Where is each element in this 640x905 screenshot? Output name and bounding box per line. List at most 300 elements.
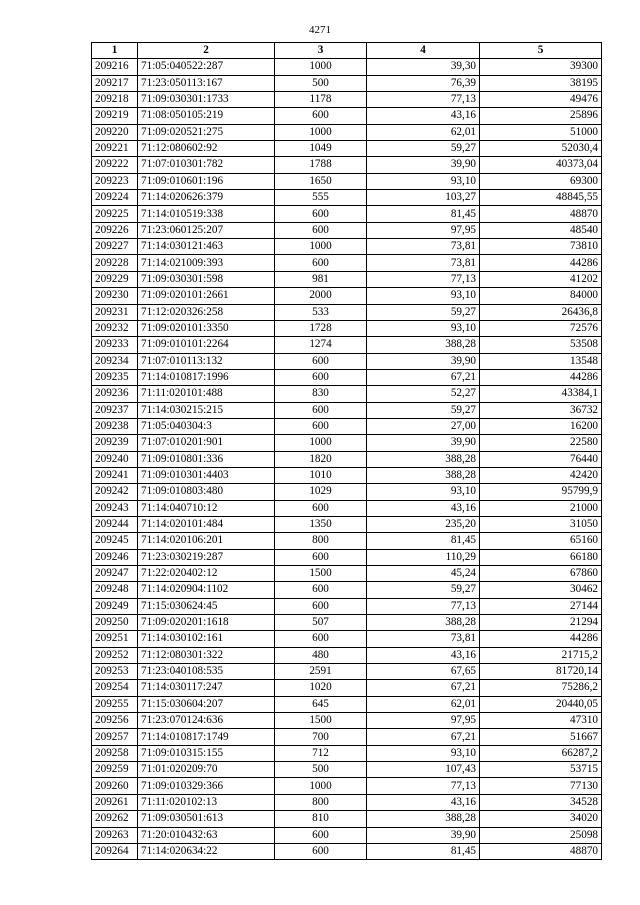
cell-value: 67860 (480, 566, 602, 582)
table-row (92, 288, 602, 304)
cell-area: 1000 (275, 59, 367, 75)
cell-value: 40373,04 (480, 157, 602, 173)
table-row (92, 713, 602, 729)
cell-value: 52030,4 (480, 141, 602, 157)
table-row (92, 369, 602, 385)
cell-id: 209219 (92, 108, 138, 124)
cell-value: 73810 (480, 239, 602, 255)
cell-id: 209250 (92, 615, 138, 631)
cell-value: 34020 (480, 811, 602, 827)
cell-area: 500 (275, 75, 367, 91)
cell-value: 25098 (480, 827, 602, 843)
cell-value: 21715,2 (480, 647, 602, 663)
cell-area: 500 (275, 762, 367, 778)
cell-cadastral-number: 71:07:010113:132 (138, 353, 275, 369)
cell-value: 72576 (480, 320, 602, 336)
cell-area: 1000 (275, 239, 367, 255)
cell-rate: 43,16 (367, 108, 480, 124)
cell-rate: 45,24 (367, 566, 480, 582)
cell-area: 830 (275, 386, 367, 402)
cell-rate: 52,27 (367, 386, 480, 402)
cell-cadastral-number: 71:09:010803:480 (138, 484, 275, 500)
cell-area: 600 (275, 631, 367, 647)
cell-id: 209253 (92, 664, 138, 680)
cell-rate: 388,28 (367, 615, 480, 631)
cell-value: 31050 (480, 516, 602, 532)
table-row (92, 92, 602, 108)
cell-rate: 62,01 (367, 124, 480, 140)
cell-rate: 27,00 (367, 418, 480, 434)
table-row (92, 566, 602, 582)
cell-id: 209245 (92, 533, 138, 549)
cell-value: 66287,2 (480, 745, 602, 761)
cell-cadastral-number: 71:20:010432:63 (138, 827, 275, 843)
cell-rate: 73,81 (367, 255, 480, 271)
cell-area: 1000 (275, 124, 367, 140)
cell-id: 209239 (92, 435, 138, 451)
cell-area: 1500 (275, 566, 367, 582)
cell-id: 209256 (92, 713, 138, 729)
cell-cadastral-number: 71:01:020209:70 (138, 762, 275, 778)
cell-rate: 77,13 (367, 271, 480, 287)
cell-value: 39300 (480, 59, 602, 75)
cell-id: 209217 (92, 75, 138, 91)
cell-id: 209254 (92, 680, 138, 696)
column-header-5: 5 (480, 43, 602, 59)
cell-rate: 388,28 (367, 467, 480, 483)
cell-area: 600 (275, 500, 367, 516)
table-row (92, 271, 602, 287)
cell-area: 600 (275, 582, 367, 598)
cell-id: 209240 (92, 451, 138, 467)
cell-cadastral-number: 71:12:020326:258 (138, 304, 275, 320)
cell-id: 209236 (92, 386, 138, 402)
cell-value: 21294 (480, 615, 602, 631)
cell-id: 209243 (92, 500, 138, 516)
cell-id: 209264 (92, 843, 138, 859)
cell-cadastral-number: 71:23:030219:287 (138, 549, 275, 565)
cell-rate: 59,27 (367, 402, 480, 418)
cell-rate: 39,90 (367, 435, 480, 451)
cell-cadastral-number: 71:09:030301:598 (138, 271, 275, 287)
cell-rate: 43,16 (367, 647, 480, 663)
cell-area: 600 (275, 843, 367, 859)
table-row (92, 533, 602, 549)
cell-area: 810 (275, 811, 367, 827)
table-row (92, 320, 602, 336)
page-number: 4271 (309, 24, 331, 36)
cell-rate: 39,90 (367, 827, 480, 843)
cell-rate: 67,65 (367, 664, 480, 680)
cell-value: 75286,2 (480, 680, 602, 696)
cell-id: 209229 (92, 271, 138, 287)
cell-id: 209220 (92, 124, 138, 140)
cell-id: 209232 (92, 320, 138, 336)
cell-cadastral-number: 71:14:040710:12 (138, 500, 275, 516)
cell-id: 209251 (92, 631, 138, 647)
cell-cadastral-number: 71:09:010301:4403 (138, 467, 275, 483)
cell-area: 700 (275, 729, 367, 745)
cell-cadastral-number: 71:09:030301:1733 (138, 92, 275, 108)
table-row (92, 255, 602, 271)
table-row (92, 827, 602, 843)
cell-id: 209218 (92, 92, 138, 108)
cell-cadastral-number: 71:15:030624:45 (138, 598, 275, 614)
cell-id: 209241 (92, 467, 138, 483)
cell-rate: 93,10 (367, 745, 480, 761)
table-row (92, 386, 602, 402)
table-row (92, 304, 602, 320)
cell-id: 209257 (92, 729, 138, 745)
table-row (92, 239, 602, 255)
table-row (92, 157, 602, 173)
table-row (92, 582, 602, 598)
cell-value: 48870 (480, 843, 602, 859)
cell-cadastral-number: 71:14:020106:201 (138, 533, 275, 549)
cell-cadastral-number: 71:15:030604:207 (138, 696, 275, 712)
cell-cadastral-number: 71:11:020102:13 (138, 794, 275, 810)
cell-cadastral-number: 71:05:040304:3 (138, 418, 275, 434)
table-row (92, 664, 602, 680)
cell-area: 1274 (275, 337, 367, 353)
cell-rate: 97,95 (367, 222, 480, 238)
table-row (92, 75, 602, 91)
table-row (92, 729, 602, 745)
cell-value: 38195 (480, 75, 602, 91)
table-row (92, 696, 602, 712)
cell-id: 209221 (92, 141, 138, 157)
table-row (92, 680, 602, 696)
table-row (92, 598, 602, 614)
cell-rate: 67,21 (367, 369, 480, 385)
cell-id: 209224 (92, 190, 138, 206)
table-row (92, 108, 602, 124)
cell-cadastral-number: 71:14:020626:379 (138, 190, 275, 206)
table-body (92, 59, 602, 860)
cell-area: 600 (275, 108, 367, 124)
cell-area: 2000 (275, 288, 367, 304)
table-row (92, 762, 602, 778)
cell-area: 1049 (275, 141, 367, 157)
cell-rate: 39,30 (367, 59, 480, 75)
cell-rate: 77,13 (367, 92, 480, 108)
cell-cadastral-number: 71:14:021009:393 (138, 255, 275, 271)
cell-area: 507 (275, 615, 367, 631)
cell-area: 1000 (275, 778, 367, 794)
cell-id: 209255 (92, 696, 138, 712)
cell-area: 555 (275, 190, 367, 206)
cell-cadastral-number: 71:09:010601:196 (138, 173, 275, 189)
cell-rate: 67,21 (367, 729, 480, 745)
cell-area: 981 (275, 271, 367, 287)
table-row (92, 222, 602, 238)
cell-rate: 235,20 (367, 516, 480, 532)
cell-cadastral-number: 71:14:010519:338 (138, 206, 275, 222)
cell-cadastral-number: 71:09:010801:336 (138, 451, 275, 467)
cell-area: 600 (275, 255, 367, 271)
table-row (92, 402, 602, 418)
table-row (92, 745, 602, 761)
cell-rate: 43,16 (367, 794, 480, 810)
cell-value: 84000 (480, 288, 602, 304)
cell-area: 600 (275, 369, 367, 385)
cell-cadastral-number: 71:09:020101:3350 (138, 320, 275, 336)
data-table (91, 42, 602, 860)
cell-id: 209230 (92, 288, 138, 304)
table-row (92, 811, 602, 827)
cell-area: 600 (275, 353, 367, 369)
cell-rate: 59,27 (367, 141, 480, 157)
table-row (92, 173, 602, 189)
cell-area: 2591 (275, 664, 367, 680)
cell-cadastral-number: 71:07:010201:901 (138, 435, 275, 451)
cell-rate: 76,39 (367, 75, 480, 91)
cell-value: 34528 (480, 794, 602, 810)
cell-id: 209233 (92, 337, 138, 353)
cell-value: 53715 (480, 762, 602, 778)
table-row (92, 337, 602, 353)
cell-cadastral-number: 71:09:020101:2661 (138, 288, 275, 304)
table-row (92, 190, 602, 206)
cell-area: 600 (275, 549, 367, 565)
table-row (92, 435, 602, 451)
cell-value: 26436,8 (480, 304, 602, 320)
cell-id: 209227 (92, 239, 138, 255)
cell-area: 600 (275, 598, 367, 614)
cell-cadastral-number: 71:23:040108:535 (138, 664, 275, 680)
cell-id: 209261 (92, 794, 138, 810)
cell-cadastral-number: 71:08:050105:219 (138, 108, 275, 124)
cell-area: 1728 (275, 320, 367, 336)
cell-rate: 388,28 (367, 451, 480, 467)
table-row (92, 549, 602, 565)
column-header-1: 1 (92, 43, 138, 59)
cell-area: 600 (275, 827, 367, 843)
cell-rate: 43,16 (367, 500, 480, 516)
cell-rate: 39,90 (367, 353, 480, 369)
cell-area: 600 (275, 402, 367, 418)
cell-area: 1010 (275, 467, 367, 483)
cell-rate: 93,10 (367, 320, 480, 336)
cell-area: 645 (275, 696, 367, 712)
cell-id: 209225 (92, 206, 138, 222)
cell-rate: 59,27 (367, 582, 480, 598)
cell-area: 1029 (275, 484, 367, 500)
cell-rate: 103,27 (367, 190, 480, 206)
cell-rate: 73,81 (367, 239, 480, 255)
cell-value: 41202 (480, 271, 602, 287)
cell-area: 800 (275, 533, 367, 549)
cell-cadastral-number: 71:09:020521:275 (138, 124, 275, 140)
cell-rate: 93,10 (367, 484, 480, 500)
cell-id: 209237 (92, 402, 138, 418)
cell-value: 30462 (480, 582, 602, 598)
cell-id: 209235 (92, 369, 138, 385)
cell-value: 48845,55 (480, 190, 602, 206)
cell-cadastral-number: 71:22:020402:12 (138, 566, 275, 582)
cell-id: 209246 (92, 549, 138, 565)
cell-cadastral-number: 71:14:030117:247 (138, 680, 275, 696)
cell-value: 76440 (480, 451, 602, 467)
cell-id: 209248 (92, 582, 138, 598)
cell-rate: 97,95 (367, 713, 480, 729)
table-row (92, 843, 602, 859)
cell-rate: 77,13 (367, 778, 480, 794)
cell-cadastral-number: 71:14:030215:215 (138, 402, 275, 418)
cell-cadastral-number: 71:23:060125:207 (138, 222, 275, 238)
cell-id: 209231 (92, 304, 138, 320)
cell-rate: 77,13 (367, 598, 480, 614)
cell-area: 1500 (275, 713, 367, 729)
cell-area: 533 (275, 304, 367, 320)
cell-id: 209262 (92, 811, 138, 827)
cell-id: 209234 (92, 353, 138, 369)
cell-value: 43384,1 (480, 386, 602, 402)
cell-cadastral-number: 71:14:010817:1996 (138, 369, 275, 385)
cell-area: 1178 (275, 92, 367, 108)
cell-value: 51667 (480, 729, 602, 745)
cell-cadastral-number: 71:09:010329:366 (138, 778, 275, 794)
column-header-4: 4 (367, 43, 480, 59)
table-row (92, 516, 602, 532)
cell-cadastral-number: 71:14:030102:161 (138, 631, 275, 647)
table-row (92, 778, 602, 794)
cell-id: 209244 (92, 516, 138, 532)
cell-area: 800 (275, 794, 367, 810)
cell-id: 209223 (92, 173, 138, 189)
cell-id: 209263 (92, 827, 138, 843)
cell-id: 209222 (92, 157, 138, 173)
cell-id: 209216 (92, 59, 138, 75)
cell-id: 209260 (92, 778, 138, 794)
cell-id: 209252 (92, 647, 138, 663)
cell-value: 81720,14 (480, 664, 602, 680)
cell-value: 36732 (480, 402, 602, 418)
table-row (92, 451, 602, 467)
table-row (92, 59, 602, 75)
table-row (92, 467, 602, 483)
cell-value: 47310 (480, 713, 602, 729)
cell-value: 27144 (480, 598, 602, 614)
cell-cadastral-number: 71:11:020101:488 (138, 386, 275, 402)
cell-value: 51000 (480, 124, 602, 140)
cell-cadastral-number: 71:14:020101:484 (138, 516, 275, 532)
cell-id: 209259 (92, 762, 138, 778)
cell-area: 1820 (275, 451, 367, 467)
cell-area: 1788 (275, 157, 367, 173)
cell-area: 600 (275, 206, 367, 222)
cell-rate: 388,28 (367, 337, 480, 353)
table-row (92, 124, 602, 140)
cell-cadastral-number: 71:09:020201:1618 (138, 615, 275, 631)
cell-value: 65160 (480, 533, 602, 549)
cell-id: 209226 (92, 222, 138, 238)
cell-cadastral-number: 71:12:080602:92 (138, 141, 275, 157)
cell-cadastral-number: 71:05:040522:287 (138, 59, 275, 75)
cell-rate: 73,81 (367, 631, 480, 647)
cell-value: 20440,05 (480, 696, 602, 712)
table-header (92, 43, 602, 59)
cell-rate: 81,45 (367, 533, 480, 549)
cell-rate: 81,45 (367, 843, 480, 859)
cell-cadastral-number: 71:07:010301:782 (138, 157, 275, 173)
cell-cadastral-number: 71:09:010101:2264 (138, 337, 275, 353)
cell-area: 1020 (275, 680, 367, 696)
cell-rate: 59,27 (367, 304, 480, 320)
table-row (92, 141, 602, 157)
cell-id: 209258 (92, 745, 138, 761)
cell-value: 48870 (480, 206, 602, 222)
cell-id: 209228 (92, 255, 138, 271)
cell-area: 712 (275, 745, 367, 761)
cell-value: 49476 (480, 92, 602, 108)
cell-area: 1350 (275, 516, 367, 532)
table-row (92, 500, 602, 516)
table-row (92, 615, 602, 631)
cell-cadastral-number: 71:14:020634:22 (138, 843, 275, 859)
cell-cadastral-number: 71:09:030501:613 (138, 811, 275, 827)
table-header-row (92, 43, 602, 59)
column-header-2: 2 (138, 43, 275, 59)
cell-cadastral-number: 71:23:070124:636 (138, 713, 275, 729)
cell-value: 42420 (480, 467, 602, 483)
cell-cadastral-number: 71:23:050113:167 (138, 75, 275, 91)
cell-value: 44286 (480, 255, 602, 271)
table-row (92, 418, 602, 434)
cell-rate: 93,10 (367, 288, 480, 304)
cell-value: 21000 (480, 500, 602, 516)
table-row (92, 794, 602, 810)
cell-cadastral-number: 71:14:010817:1749 (138, 729, 275, 745)
cell-value: 44286 (480, 369, 602, 385)
cell-area: 480 (275, 647, 367, 663)
table-row (92, 206, 602, 222)
cell-rate: 110,29 (367, 549, 480, 565)
cell-value: 13548 (480, 353, 602, 369)
cell-cadastral-number: 71:14:030121:463 (138, 239, 275, 255)
cell-value: 95799,9 (480, 484, 602, 500)
cell-value: 77130 (480, 778, 602, 794)
cell-id: 209247 (92, 566, 138, 582)
cell-value: 44286 (480, 631, 602, 647)
cell-rate: 39,90 (367, 157, 480, 173)
cell-id: 209238 (92, 418, 138, 434)
cell-value: 69300 (480, 173, 602, 189)
cell-value: 16200 (480, 418, 602, 434)
table-row (92, 353, 602, 369)
cell-id: 209249 (92, 598, 138, 614)
cell-rate: 67,21 (367, 680, 480, 696)
cell-value: 53508 (480, 337, 602, 353)
cell-rate: 93,10 (367, 173, 480, 189)
cell-area: 600 (275, 418, 367, 434)
cell-rate: 62,01 (367, 696, 480, 712)
cell-area: 1000 (275, 435, 367, 451)
table-row (92, 484, 602, 500)
cell-value: 48540 (480, 222, 602, 238)
cell-rate: 388,28 (367, 811, 480, 827)
cell-value: 22580 (480, 435, 602, 451)
table-row (92, 647, 602, 663)
cell-value: 66180 (480, 549, 602, 565)
cell-rate: 81,45 (367, 206, 480, 222)
cell-cadastral-number: 71:09:010315:155 (138, 745, 275, 761)
cell-area: 600 (275, 222, 367, 238)
cell-value: 25896 (480, 108, 602, 124)
cell-rate: 107,43 (367, 762, 480, 778)
cell-cadastral-number: 71:12:080301:322 (138, 647, 275, 663)
cell-area: 1650 (275, 173, 367, 189)
